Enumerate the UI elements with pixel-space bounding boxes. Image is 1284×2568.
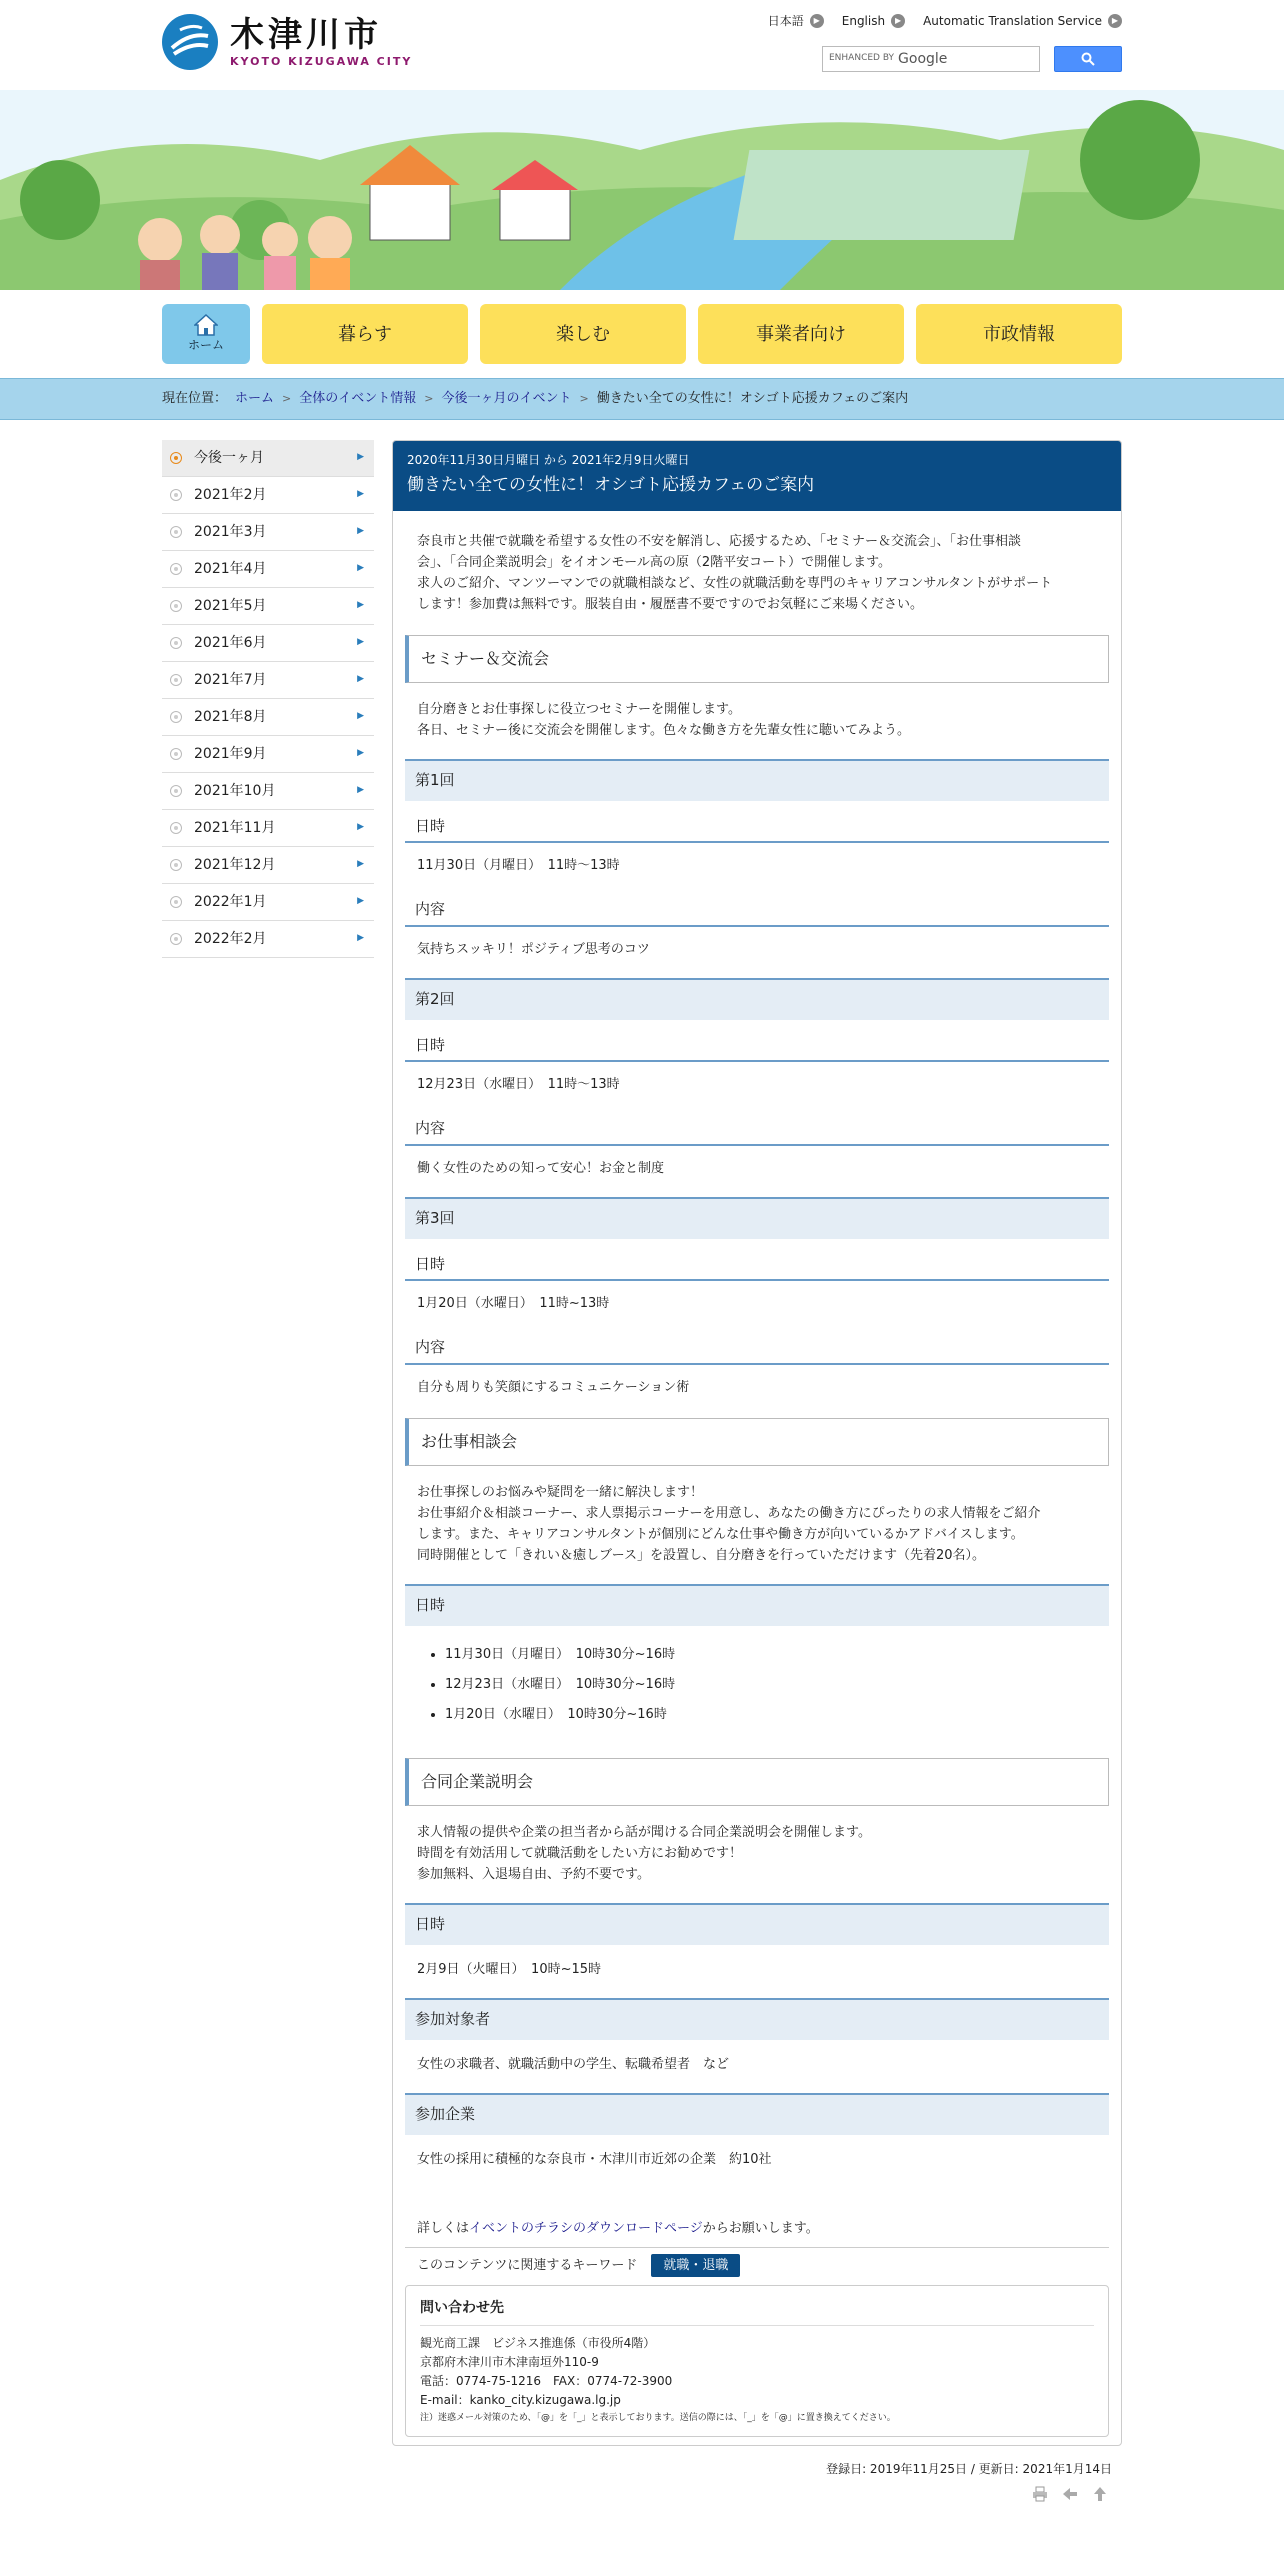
page-tools <box>392 2486 1122 2502</box>
caret-right-icon: ▶ <box>357 600 364 610</box>
sidebar-item-month[interactable]: 2021年4月 ▶ <box>162 551 374 588</box>
page-title: 働きたい全ての女性に！オシゴト応援カフェのご案内 <box>407 475 815 495</box>
breadcrumb-link-all-events[interactable]: 全体のイベント情報 <box>299 391 417 407</box>
caret-right-icon: ▶ <box>357 748 364 758</box>
list-item: • 11月30日（月曜日） 10時30分~16時 <box>445 1640 1109 1670</box>
caret-right-icon: ▶ <box>357 563 364 573</box>
list-item: • 12月23日（水曜日） 10時30分~16時 <box>445 1670 1109 1700</box>
sidebar-item-month[interactable]: 2021年5月 ▶ <box>162 588 374 625</box>
subheading-content: 内容 <box>405 898 1109 927</box>
caret-right-icon: ▶ <box>357 674 364 684</box>
subheading-datetime: 日時 <box>405 1253 1109 1282</box>
consult-date-heading: 日時 <box>405 1584 1109 1626</box>
fair-company: 女性の採用に積極的な奈良市・木津川市近郊の企業 約10社 <box>417 2151 772 2167</box>
section-heading-consult: お仕事相談会 <box>405 1418 1109 1466</box>
caret-right-icon: ▶ <box>357 785 364 795</box>
subheading-content: 内容 <box>405 1117 1109 1146</box>
flyer-download-link[interactable]: イベントのチラシのダウンロードページ <box>469 2220 703 2236</box>
session-heading: 第3回 <box>405 1197 1109 1239</box>
event-date-range: 2020年11月30日月曜日 から 2021年2月9日火曜日 <box>407 453 690 467</box>
keyword-tag-employment[interactable]: 就職・退職 <box>651 2254 740 2278</box>
radio-icon <box>170 711 182 723</box>
search-icon <box>1081 52 1095 66</box>
session-heading: 第2回 <box>405 978 1109 1020</box>
caret-right-icon: ▶ <box>357 489 364 499</box>
nav-item-enjoy[interactable]: 楽しむ <box>480 304 686 364</box>
breadcrumb <box>0 378 1284 420</box>
logo-title: 木津川市 <box>230 15 382 55</box>
hero-banner-illustration <box>0 90 1284 290</box>
radio-icon <box>170 600 182 612</box>
seminar-description: 自分磨きとお仕事探しに役立つセミナーを開催します。 各日、セミナー後に交流会を開催します。色々な働き方を先輩女性に聴いてみよう。 <box>417 701 910 738</box>
contact-title: 問い合わせ先 <box>420 2298 1094 2326</box>
caret-right-icon: ▶ <box>357 933 364 943</box>
caret-right-icon: ▶ <box>357 859 364 869</box>
page-dates: 登録日: 2019年11月25日 / 更新日: 2021年1月14日 <box>826 2461 1112 2476</box>
caret-right-icon: ▶ <box>357 637 364 647</box>
radio-icon <box>170 526 182 538</box>
radio-icon <box>170 859 182 871</box>
fair-date-heading: 日時 <box>405 1903 1109 1945</box>
nav-home-label: ホーム <box>187 338 224 352</box>
related-keywords <box>405 2247 1109 2278</box>
radio-icon <box>170 822 182 834</box>
contact-address: 京都府木津川市木津南垣外110-9 <box>420 2355 599 2369</box>
caret-right-icon: ▶ <box>357 526 364 536</box>
contact-box <box>405 2285 1109 2437</box>
page-top-arrow-icon[interactable] <box>1092 2486 1108 2502</box>
lang-auto-translate-link[interactable]: Automatic Translation Service ▶ <box>923 12 1122 30</box>
sidebar <box>162 440 374 2502</box>
global-nav <box>162 290 1122 378</box>
sidebar-item-month[interactable]: 2021年12月 ▶ <box>162 847 374 884</box>
sidebar-item-month[interactable]: 2021年8月 ▶ <box>162 699 374 736</box>
sidebar-item-month[interactable]: 2022年1月 ▶ <box>162 884 374 921</box>
search-button[interactable] <box>1054 46 1122 72</box>
session-date: 1月20日（水曜日） 11時~13時 <box>417 1296 610 1311</box>
radio-icon <box>170 563 182 575</box>
arrow-right-icon: ▶ <box>810 14 824 28</box>
sidebar-item-month[interactable]: 2021年9月 ▶ <box>162 736 374 773</box>
logo-mark-icon <box>162 14 218 70</box>
arrow-right-icon: ▶ <box>891 14 905 28</box>
session-content: 気持ちスッキリ！ポジティブ思考のコツ <box>417 941 650 957</box>
subheading-datetime: 日時 <box>405 1034 1109 1063</box>
chevron-right-icon: > <box>282 391 292 405</box>
session-content: 自分も周りも笑顔にするコミュニケーション術 <box>417 1379 690 1395</box>
breadcrumb-current: 働きたい全ての女性に！オシゴト応援カフェのご案内 <box>596 391 909 407</box>
breadcrumb-prefix: 現在位置： <box>162 391 228 407</box>
section-heading-fair: 合同企業説明会 <box>405 1758 1109 1806</box>
site-logo[interactable] <box>162 14 412 70</box>
session-content: 働く女性のための知って安心！お金と制度 <box>417 1160 665 1176</box>
lang-english-link[interactable]: English ▶ <box>842 12 905 30</box>
article-header <box>393 441 1121 511</box>
list-item: • 1月20日（水曜日） 10時30分~16時 <box>445 1700 1109 1730</box>
fair-target-heading: 参加対象者 <box>405 1998 1109 2040</box>
sidebar-item-month[interactable]: 2021年3月 ▶ <box>162 514 374 551</box>
search-input[interactable]: ENHANCED BY Google <box>822 46 1040 72</box>
radio-icon <box>170 933 182 945</box>
breadcrumb-link-month-events[interactable]: 今後一ヶ月のイベント <box>441 391 572 407</box>
caret-right-icon: ▶ <box>357 896 364 906</box>
radio-icon <box>170 489 182 501</box>
fair-target: 女性の求職者、就職活動中の学生、転職希望者 など <box>417 2056 730 2072</box>
lang-japanese-link[interactable]: 日本語 ▶ <box>768 12 824 30</box>
radio-icon <box>170 674 182 686</box>
contact-phone: 電話：0774-75-1216 FAX：0774-72-3900 <box>420 2374 673 2388</box>
breadcrumb-link-home[interactable]: ホーム <box>235 391 275 407</box>
nav-item-business[interactable]: 事業者向け <box>698 304 904 364</box>
nav-item-living[interactable]: 暮らす <box>262 304 468 364</box>
caret-right-icon: ▶ <box>357 711 364 721</box>
sidebar-item-month[interactable]: 2021年6月 ▶ <box>162 625 374 662</box>
radio-icon <box>170 637 182 649</box>
sidebar-item-month[interactable]: 2021年2月 ▶ <box>162 477 374 514</box>
back-arrow-icon[interactable] <box>1062 2486 1078 2502</box>
sidebar-item-month[interactable]: 2021年11月 ▶ <box>162 810 374 847</box>
session-heading: 第1回 <box>405 759 1109 801</box>
site-header <box>162 0 1122 90</box>
contact-dept: 観光商工課 ビジネス推進係（市役所4階） <box>420 2336 656 2350</box>
chevron-right-icon: > <box>424 391 434 405</box>
nav-home-button[interactable] <box>162 304 250 364</box>
intro-text: 奈良市と共催で就職を希望する女性の不安を解消し、応援するため、「セミナー＆交流会」、「お仕事相談 会」、「合同企業説明会」をイオンモール高の原（2階平安コート）で開催します。 求人のご紹介、マンツーマンでの就職相談など、女性の就職活動を専門のキャリアコンサルタントがサポート します！参加費は無料です。服装自由・履歴書不要ですのでお気軽にご来場ください。 <box>417 533 1053 612</box>
sidebar-item-month[interactable]: 2021年10月 ▶ <box>162 773 374 810</box>
home-icon <box>194 314 218 336</box>
fair-description: 求人情報の提供や企業の担当者から話が聞ける合同企業説明会を開催します。 時間を有効活用して就職活動をしたい方にお勧めです！ 参加無料、入退場自由、予約不要です。 <box>417 1824 871 1882</box>
event-article <box>392 440 1122 2446</box>
consult-description: お仕事探しのお悩みや疑問を一緒に解決します！ お仕事紹介＆相談コーナー、求人票掲示コーナーを用意し、あなたの働き方にぴったりの求人情報をご紹介 します。また、キャリアコンサルタントが個別にどんな仕事や働き方が向いているかアドバイスします。 同時開催として「きれい＆癒しブース」を設置し、自分磨きを行っていただけます（先着20名）。 <box>417 1484 1041 1563</box>
fair-date: 2月9日（火曜日） 10時~15時 <box>417 1961 602 1977</box>
arrow-right-icon: ▶ <box>1108 14 1122 28</box>
session-date: 11月30日（月曜日） 11時～13時 <box>417 858 620 873</box>
contact-email: E-mail：kanko_city.kizugawa.lg.jp <box>420 2393 621 2407</box>
language-links <box>768 12 1122 30</box>
radio-icon <box>170 896 182 908</box>
section-heading-seminar: セミナー＆交流会 <box>405 635 1109 683</box>
consult-date-list <box>405 1640 1109 1730</box>
caret-right-icon: ▶ <box>357 822 364 832</box>
caret-right-icon: ▶ <box>357 452 364 462</box>
keyword-label: このコンテンツに関連するキーワード <box>417 2257 638 2273</box>
subheading-content: 内容 <box>405 1336 1109 1365</box>
contact-note: 注）迷惑メール対策のため、「@」を「_」と表示しております。送信の際には、「_」を「@」に置き換えてください。 <box>420 2413 896 2423</box>
print-icon[interactable] <box>1032 2486 1048 2502</box>
radio-icon <box>170 785 182 797</box>
radio-icon <box>170 748 182 760</box>
radio-icon <box>170 452 182 464</box>
subheading-datetime: 日時 <box>405 815 1109 844</box>
sidebar-item-month[interactable]: 2021年7月 ▶ <box>162 662 374 699</box>
chevron-right-icon: > <box>579 391 589 405</box>
logo-subtitle: KYOTO KIZUGAWA CITY <box>230 55 413 68</box>
sidebar-item-next-month[interactable]: 今後一ヶ月 ▶ <box>162 440 374 477</box>
session-date: 12月23日（水曜日） 11時～13時 <box>417 1077 620 1092</box>
nav-item-city-info[interactable]: 市政情報 <box>916 304 1122 364</box>
sidebar-item-month[interactable]: 2022年2月 ▶ <box>162 921 374 958</box>
more-info-text: 詳しくはイベントのチラシのダウンロードページからお願いします。 <box>417 2220 819 2236</box>
fair-company-heading: 参加企業 <box>405 2093 1109 2135</box>
site-search <box>822 46 1122 72</box>
